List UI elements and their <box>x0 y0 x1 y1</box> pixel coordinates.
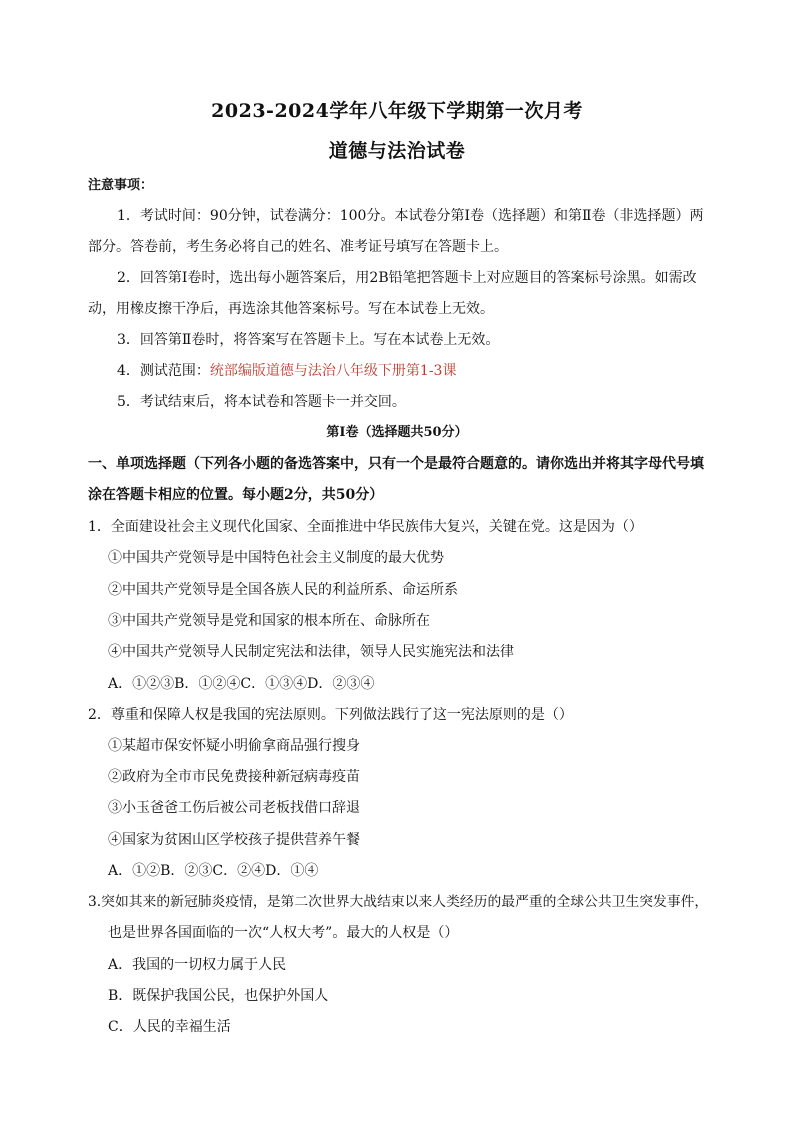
question-3-option-b: B．既保护我国公民，也保护外国人 <box>108 988 329 1004</box>
question-2-statement-2: ②政府为全市市民免费接种新冠病毒疫苗 <box>108 769 360 785</box>
notice-item-2-line-2: 动，用橡皮擦干净后，再选涂其他答案标号。写在本试卷上无效。 <box>88 301 494 317</box>
notice-item-3: 3．回答第Ⅱ卷时，将答案写在答题卡上。写在本试卷上无效。 <box>117 332 500 348</box>
section-1-instructions-line-1: 一、单项选择题（下列各小题的备选答案中，只有一个是最符合题意的。请你选出并将其字母代号填 <box>88 456 704 472</box>
question-3-stem-line-1: 3.突如其来的新冠肺炎疫情，是第二次世界大战结束以来人类经历的最严重的全球公共卫生突发事件， <box>88 894 709 910</box>
notice-item-5: 5．考试结束后，将本试卷和答题卡一并交回。 <box>117 394 406 410</box>
section-1-instructions-line-2: 涂在答题卡相应的位置。每小题2分，共50分） <box>88 487 384 503</box>
question-3-option-a: A．我国的一切权力属于人民 <box>108 957 287 973</box>
question-1-stem: 1．全面建设社会主义现代化国家、全面推进中华民族伟大复兴，关键在党。这是因为（） <box>88 519 643 535</box>
notice-item-1-line-1: 1．考试时间：90分钟，试卷满分：100分。本试卷分第Ⅰ卷（选择题）和第Ⅱ卷（非选择题）两 <box>117 208 704 224</box>
question-1-statement-3: ③中国共产党领导是党和国家的根本所在、命脉所在 <box>108 613 430 629</box>
notice-item-4-prefix: 4．测试范围： <box>117 363 210 379</box>
question-1-statement-1: ①中国共产党领导是中国特色社会主义制度的最大优势 <box>108 550 444 566</box>
notice-item-4-scope: 统部编版道德与法治八年级下册第1-3课 <box>209 363 457 379</box>
question-1-statement-2: ②中国共产党领导是全国各族人民的利益所系、命运所系 <box>108 582 458 598</box>
part-1-heading: 第Ⅰ卷（选择题共50分） <box>326 425 468 440</box>
notice-item-4 <box>117 361 456 381</box>
question-1-statement-4: ④中国共产党领导人民制定宪法和法律，领导人民实施宪法和法律 <box>108 644 514 660</box>
notice-item-1-line-2: 部分。答卷前，考生务必将自己的姓名、准考证号填写在答题卡上。 <box>88 239 508 255</box>
question-2-statement-4: ④国家为贫困山区学校孩子提供营养午餐 <box>108 832 360 848</box>
question-3-stem-line-2: 也是世界各国面临的一次“人权大考”。最大的人权是（） <box>108 925 459 941</box>
question-2-stem: 2．尊重和保障人权是我国的宪法原则。下列做法践行了这一宪法原则的是（） <box>88 707 573 723</box>
notice-heading: 注意事项： <box>88 178 154 193</box>
exam-subject-title: 道德与法治试卷 <box>328 140 466 162</box>
question-2-statement-3: ③小玉爸爸工伤后被公司老板找借口辞退 <box>108 800 360 816</box>
exam-title: 2023-2024学年八年级下学期第一次月考 <box>211 100 583 122</box>
question-3-option-c: C．人民的幸福生活 <box>108 1019 231 1035</box>
question-2-statement-1: ①某超市保安怀疑小明偷拿商品强行搜身 <box>108 738 360 754</box>
question-2-options: A．①②B．②③C．②④D．①④ <box>108 863 319 879</box>
notice-item-2-line-1: 2．回答第Ⅰ卷时，选出每小题答案后，用2B铅笔把答题卡上对应题目的答案标号涂黑。如需改 <box>117 270 697 286</box>
question-1-options: A．①②③B．①②④C．①③④D．②③④ <box>108 676 375 692</box>
